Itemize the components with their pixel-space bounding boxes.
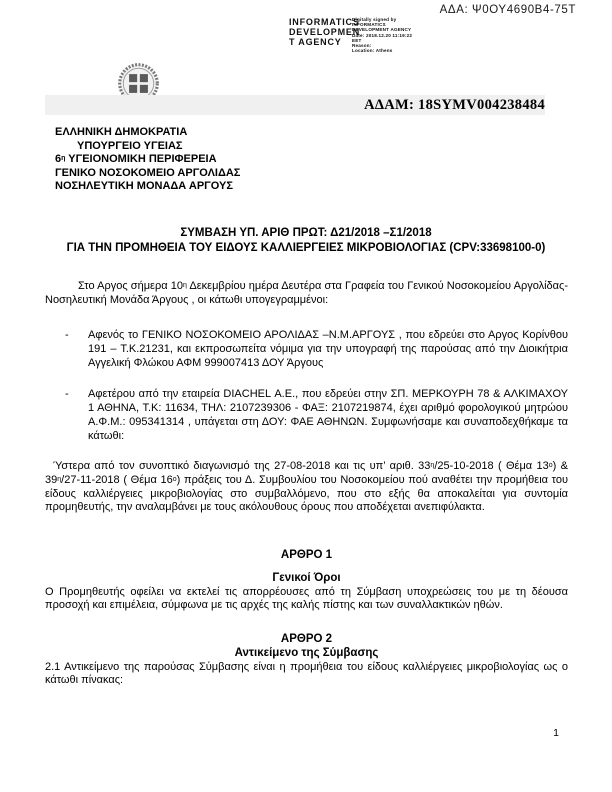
article-2-body: 2.1 Αντικείμενο της παρούσας Σύμβασης είναι η προμήθεια του είδους καλλιέργειες μικροβιολογίας ως ο κάτωθι πίνακας: <box>45 660 568 687</box>
intro-ordinal-suffix: η <box>182 282 187 289</box>
org-header-line-unit: ΝΟΣΗΛΕΥΤΙΚΗ ΜΟΝΑΔΑ ΑΡΓΟΥΣ <box>55 180 233 192</box>
ada-code: ΑΔΑ: Ψ0ΟΥ4690Β4-75Τ <box>439 4 576 16</box>
intro-text: Δεκεμβρίου ημέρα Δευτέρα στα Γραφεία του Γενικού Νοσοκομείου Αργολίδας-Νοσηλευτική Μονάδα Άργους , οι κάτωθι υπογεγραμμένοι: <box>45 280 568 306</box>
page-number: 1 <box>553 727 559 739</box>
contracting-parties-list <box>45 328 568 443</box>
digital-signature-stamp <box>289 17 422 53</box>
stamp-detail-line: DEVELOPMENT AGENCY <box>352 27 412 33</box>
list-dash: - <box>65 387 69 400</box>
region-ordinal-suffix: η <box>61 155 66 162</box>
award-ordinal-suffix: ο <box>172 475 177 483</box>
contract-title <box>42 226 570 255</box>
party-item-hospital <box>45 328 568 371</box>
award-text: /27-11-2018 ( Θέμα 16 <box>61 473 173 486</box>
article-1-subheading: Γενικοί Όροι <box>272 571 341 584</box>
article-2-heading: ΑΡΘΡΟ 2 <box>280 633 333 645</box>
stamp-agency-line: DEVELOPMEN <box>289 27 361 37</box>
stamp-detail-line: Digitally signed by <box>352 17 397 22</box>
article-2-section <box>45 633 568 688</box>
stamp-agency-line: T AGENCY <box>289 37 342 47</box>
organization-header <box>55 126 240 194</box>
stamp-detail-line: Location: Athens <box>352 48 393 54</box>
stamp-detail-line: EET <box>352 37 362 43</box>
award-ordinal-suffix: η <box>430 462 435 469</box>
article-1-body: Ο Προμηθευτής οφείλει να εκτελεί τις απορρέουσες από τη Σύμβαση υποχρεώσεις του με τη δέουσα προσοχή και επιμέλεια, σύμφωνα με τις αρχές της καλής πίστης και των συναλλακτικών ηθών. <box>45 585 568 612</box>
award-text: ) πράξεις του Δ. Συμβουλίου του Νοσοκομείου πού αναθέτει την προμήθεια του είδους καλλιέργειες μικροβιολογίας στο συμβαλλόμενο, που στο εξής θα αποκαλείται για συντομία προμηθευτής, την αναλαμβάνει με τους ακόλουθους όρους που αποδέχεται ανεπιφύλακτα. <box>45 473 569 514</box>
award-ordinal-suffix: η <box>57 475 62 483</box>
award-paragraph <box>45 460 568 515</box>
intro-text: Στο Αργος σήμερα 10 <box>78 280 183 292</box>
adam-band <box>45 95 545 115</box>
region-number: 6 <box>55 153 62 165</box>
org-header-line-hospital: ΓΕΝΙΚΟ ΝΟΣΟΚΟΜΕΙΟ ΑΡΓΟΛΙΔΑΣ <box>55 166 241 179</box>
article-1-heading: ΑΡΘΡΟ 1 <box>280 549 333 561</box>
party-text: Αφετέρου από την εταιρεία DIACHEL Α.Ε., που εδρεύει στην ΣΠ. ΜΕΡΚΟΥΡΗ 78 & ΑΛΚΙΜΑΧΟΥ 1 ΑΘΗΝΑ, Τ.Κ: 11634, ΤΗΛ: 2107239306 - ΦΑΞ: 2107219874, έχει αριθμό φορολογικού μητρώου Α.Φ.Μ.: 095341314 , υπάγεται στη ΔΟΥ: ΦΑΕ ΑΘΗΝΩΝ. Συμφωνήσαμε και συναποδεχθήκαμε τα κάτωθι: <box>88 387 568 443</box>
stamp-detail-line: INFORMATICS <box>352 22 386 28</box>
stamp-agency-line: INFORMATICS <box>289 17 360 27</box>
org-header-line-region <box>55 153 240 167</box>
award-text: /25-10-2018 ( Θέμα 13 <box>434 460 549 472</box>
article-1-section <box>45 549 568 613</box>
org-header-line-republic: ΕΛΛΗΝΙΚΗ ΔΗΜΟΚΡΑΤΙΑ <box>55 126 188 138</box>
intro-paragraph <box>45 280 568 308</box>
adam-code: ΑΔΑΜ: 18SYMV004238484 <box>364 97 545 113</box>
list-dash: - <box>65 329 69 341</box>
contract-title-line2: ΓΙΑ ΤΗΝ ΠΡΟΜΗΘΕΙΑ ΤΟΥ ΕΙΔΟΥΣ ΚΑΛΛΙΕΡΓΕΙΕΣ ΜΙΚΡΟΒΙΟΛΟΓΙΑΣ (CPV:33698100-0) <box>66 241 546 254</box>
article-2-subheading: Αντικείμενο της Σύμβασης <box>234 646 379 659</box>
party-text: Αφενός το ΓΕΝΙΚΟ ΝΟΣΟΚΟΜΕΙΟ ΑΡΟΛΙΔΑΣ –Ν.Μ.ΑΡΓΟΥΣ , που εδρεύει στο Αργος Κορίνθου 191 – Τ.Κ.21231, και εκπροσωπείτα νόμιμα για την υπογραφή της παρούσας από την Διοικήτρια Αγγελική Φλώκου ΑΦΜ 999007413 ΔΟΥ Άργους <box>88 329 568 370</box>
award-text: ) & 39 <box>45 460 568 486</box>
stamp-detail-line: Reason: <box>352 43 372 49</box>
stamp-detail-line: Date: 2018.12.20 11:19:22 <box>352 32 413 38</box>
org-header-line-ministry: ΥΠΟΥΡΓΕΙΟ ΥΓΕΙΑΣ <box>77 139 183 152</box>
stamp-signature-details <box>352 17 422 53</box>
award-ordinal-suffix: ο <box>548 462 553 469</box>
region-name: ΥΓΕΙΟΝΟΜΙΚΗ ΠΕΡΙΦΕΡΕΙΑ <box>65 153 217 165</box>
party-item-supplier <box>45 387 568 444</box>
award-text: Ύστερα από τον συνοπτικό διαγωνισμό της 27-08-2018 και τις υπ’ αριθ. 33 <box>53 460 431 472</box>
contract-title-line1: ΣΥΜΒΑΣΗ ΥΠ. ΑΡΙΘ ΠΡΩΤ: Δ21/2018 –Σ1/2018 <box>180 227 432 239</box>
